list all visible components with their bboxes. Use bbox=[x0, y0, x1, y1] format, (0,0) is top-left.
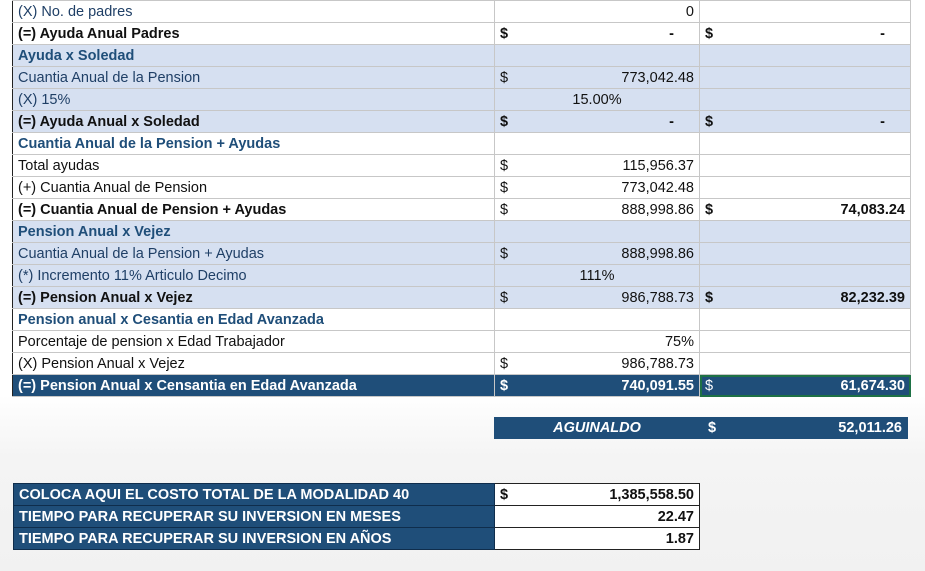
table-row bbox=[14, 484, 700, 506]
row-value[interactable] bbox=[495, 23, 700, 45]
row-value[interactable] bbox=[495, 243, 700, 265]
currency-sign: $ bbox=[500, 377, 509, 394]
currency-sign: $ bbox=[708, 420, 717, 436]
section-header-row bbox=[13, 221, 911, 243]
row-label[interactable]: (=) Pension Anual x Vejez bbox=[13, 287, 495, 309]
table-row bbox=[13, 177, 911, 199]
row-value[interactable] bbox=[495, 199, 700, 221]
table-row bbox=[13, 353, 911, 375]
months-value[interactable]: 22.47 bbox=[495, 506, 700, 528]
section-title[interactable]: Pension anual x Cesantia en Edad Avanzada bbox=[13, 309, 495, 331]
section-header-row bbox=[13, 133, 911, 155]
aguinaldo-row[interactable] bbox=[494, 417, 908, 439]
value-text: 115,956.37 bbox=[622, 157, 694, 174]
row-monthly[interactable] bbox=[700, 331, 911, 353]
row-label[interactable]: (*) Incremento 11% Articulo Decimo bbox=[13, 265, 495, 287]
pension-table bbox=[12, 0, 911, 397]
value-text: 61,674.30 bbox=[840, 377, 905, 394]
value-text: - bbox=[880, 113, 885, 130]
row-monthly[interactable] bbox=[700, 111, 911, 133]
value-text: 773,042.48 bbox=[621, 179, 694, 196]
section-title[interactable]: Cuantia Anual de la Pension + Ayudas bbox=[13, 133, 495, 155]
row-monthly[interactable] bbox=[700, 1, 911, 23]
table-row bbox=[14, 528, 700, 550]
row-monthly[interactable] bbox=[700, 265, 911, 287]
row-label[interactable]: Total ayudas bbox=[13, 155, 495, 177]
row-label[interactable]: Cuantia Anual de la Pension + Ayudas bbox=[13, 243, 495, 265]
value-text: 1,385,558.50 bbox=[609, 486, 694, 503]
row-monthly[interactable] bbox=[700, 221, 911, 243]
row-monthly[interactable] bbox=[700, 155, 911, 177]
table-row bbox=[14, 506, 700, 528]
row-value[interactable] bbox=[495, 45, 700, 67]
table-row bbox=[13, 155, 911, 177]
row-label[interactable]: (X) Pension Anual x Vejez bbox=[13, 353, 495, 375]
row-value[interactable] bbox=[495, 111, 700, 133]
row-label[interactable]: (=) Ayuda Anual x Soledad bbox=[13, 111, 495, 133]
row-monthly[interactable] bbox=[700, 45, 911, 67]
value-text: 74,083.24 bbox=[840, 201, 905, 218]
row-value[interactable] bbox=[495, 221, 700, 243]
table-row bbox=[13, 89, 911, 111]
currency-sign: $ bbox=[500, 245, 509, 262]
currency-sign: $ bbox=[500, 201, 509, 218]
row-value[interactable]: 15.00% bbox=[495, 89, 700, 111]
value-text: 888,998.86 bbox=[621, 201, 694, 218]
row-value[interactable] bbox=[495, 67, 700, 89]
value-text: 986,788.73 bbox=[621, 289, 694, 306]
table-row bbox=[13, 67, 911, 89]
row-label[interactable]: (=) Pension Anual x Censantia en Edad Avanzada bbox=[13, 375, 495, 397]
row-value[interactable] bbox=[495, 177, 700, 199]
table-row bbox=[13, 23, 911, 45]
row-label[interactable]: Cuantia Anual de la Pension bbox=[13, 67, 495, 89]
currency-sign: $ bbox=[500, 113, 509, 130]
currency-sign: $ bbox=[705, 289, 714, 306]
table-row bbox=[13, 243, 911, 265]
row-value[interactable] bbox=[495, 133, 700, 155]
row-monthly[interactable] bbox=[700, 287, 911, 309]
row-monthly[interactable] bbox=[700, 199, 911, 221]
row-monthly[interactable] bbox=[700, 89, 911, 111]
currency-sign: $ bbox=[705, 113, 714, 130]
table-row bbox=[13, 265, 911, 287]
row-label[interactable]: (X) 15% bbox=[13, 89, 495, 111]
row-label[interactable]: Porcentaje de pension x Edad Trabajador bbox=[13, 331, 495, 353]
value-text: 773,042.48 bbox=[621, 69, 694, 86]
table-row bbox=[13, 199, 911, 221]
value-text: - bbox=[880, 25, 885, 42]
selected-cell[interactable] bbox=[700, 375, 911, 397]
row-value[interactable] bbox=[495, 155, 700, 177]
table-row bbox=[13, 287, 911, 309]
currency-sign: $ bbox=[705, 25, 714, 42]
row-label[interactable]: (=) Cuantia Anual de Pension + Ayudas bbox=[13, 199, 495, 221]
table-row bbox=[13, 331, 911, 353]
section-header-row bbox=[13, 309, 911, 331]
years-label[interactable]: TIEMPO PARA RECUPERAR SU INVERSION EN AÑOS bbox=[14, 528, 495, 550]
row-monthly[interactable] bbox=[700, 309, 911, 331]
currency-sign: $ bbox=[500, 486, 509, 503]
value-text: 888,998.86 bbox=[621, 245, 694, 262]
cost-input[interactable] bbox=[495, 484, 700, 506]
row-value[interactable] bbox=[495, 287, 700, 309]
currency-sign: $ bbox=[500, 25, 509, 42]
row-value[interactable]: 0 bbox=[495, 1, 700, 23]
cost-label[interactable]: COLOCA AQUI EL COSTO TOTAL DE LA MODALIDAD 40 bbox=[14, 484, 495, 506]
row-monthly[interactable] bbox=[700, 353, 911, 375]
value-text: 82,232.39 bbox=[840, 289, 905, 306]
row-value[interactable] bbox=[495, 375, 700, 397]
row-value[interactable]: 111% bbox=[495, 265, 700, 287]
table-row bbox=[13, 1, 911, 23]
section-header-row bbox=[13, 45, 911, 67]
years-value[interactable]: 1.87 bbox=[495, 528, 700, 550]
row-label[interactable]: (=) Ayuda Anual Padres bbox=[13, 23, 495, 45]
currency-sign: $ bbox=[500, 289, 509, 306]
row-label[interactable]: (+) Cuantia Anual de Pension bbox=[13, 177, 495, 199]
row-value[interactable] bbox=[495, 309, 700, 331]
currency-sign: $ bbox=[500, 355, 509, 372]
currency-sign: $ bbox=[500, 157, 509, 174]
row-monthly[interactable] bbox=[700, 243, 911, 265]
row-value[interactable] bbox=[495, 353, 700, 375]
currency-sign: $ bbox=[705, 377, 714, 394]
row-monthly[interactable] bbox=[700, 67, 911, 89]
section-title[interactable]: Ayuda x Soledad bbox=[13, 45, 495, 67]
currency-sign: $ bbox=[500, 69, 509, 86]
row-monthly[interactable] bbox=[700, 177, 911, 199]
months-label[interactable]: TIEMPO PARA RECUPERAR SU INVERSION EN MESES bbox=[14, 506, 495, 528]
table-row bbox=[13, 111, 911, 133]
value-text: 740,091.55 bbox=[621, 377, 694, 394]
currency-sign: $ bbox=[500, 179, 509, 196]
value-text: 986,788.73 bbox=[621, 355, 694, 372]
aguinaldo-value: 52,011.26 bbox=[838, 420, 902, 436]
table-row bbox=[13, 375, 911, 397]
value-text: - bbox=[669, 25, 674, 42]
row-label[interactable]: (X) No. de padres bbox=[13, 1, 495, 23]
currency-sign: $ bbox=[705, 201, 714, 218]
value-text: - bbox=[669, 113, 674, 130]
row-value[interactable]: 75% bbox=[495, 331, 700, 353]
row-monthly[interactable] bbox=[700, 23, 911, 45]
aguinaldo-label: AGUINALDO bbox=[553, 420, 641, 436]
investment-table bbox=[13, 483, 700, 550]
row-monthly[interactable] bbox=[700, 133, 911, 155]
section-title[interactable]: Pension Anual x Vejez bbox=[13, 221, 495, 243]
